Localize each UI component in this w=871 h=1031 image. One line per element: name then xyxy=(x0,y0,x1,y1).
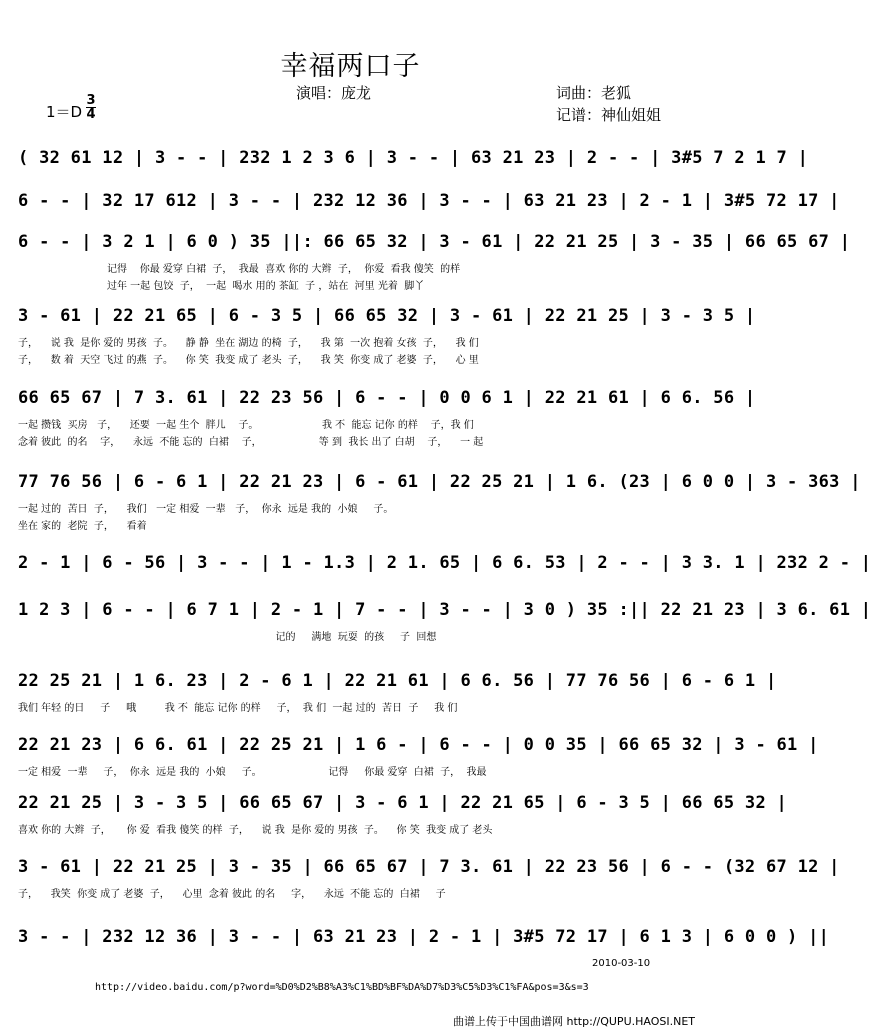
date-stamp: 2010-03-10 xyxy=(592,958,651,969)
lyric-line: 过年 一起 包饺 子， 一起 喝水 用的 茶缸 子 ，站在 河里 光着 脚丫 xyxy=(18,281,425,292)
lyric-line: 记的 满地 玩耍 的孩 子 回想 xyxy=(18,632,437,643)
composer-credit: 词曲：老狐 xyxy=(556,84,632,102)
lyric-line: 念着 彼此 的名 字， 永远 不能 忘的 白裙 子， 等 到 我长 出了 白胡 子， 一 起 xyxy=(18,437,484,448)
watermark: 曲谱上传于中国曲谱网 http://QUPU.HAOSI.NET xyxy=(453,1015,695,1028)
lyric-line: 记得 你最 爱穿 白裙 子， 我最 喜欢 你的 大辫 子， 你爱 看我 傻笑 的样 xyxy=(18,264,461,275)
key-signature: 1＝D xyxy=(46,103,83,121)
notation-line: 22 21 25 | 3 - 3 5 | 66 65 67 | 3 - 6 1 | 22 21 65 | 6 - 3 5 | 66 65 32 | xyxy=(18,793,788,813)
lyric-line: 我们 年轻 的日 子 哦 我 不 能忘 记你 的样 子， 我 们 一起 过的 苦日 子 我 们 xyxy=(18,703,458,714)
notation-line: 3 - - | 232 12 36 | 3 - - | 63 21 23 | 2 - 1 | 3#5 72 17 | 6 1 3 | 6 0 0 ) || xyxy=(18,927,830,947)
notation-line: 22 25 21 | 1 6. 23 | 2 - 6 1 | 22 21 61 | 6 6. 56 | 77 76 56 | 6 - 6 1 | xyxy=(18,671,777,691)
transcriber-credit: 记谱：神仙姐姐 xyxy=(556,106,662,124)
notation-line: ( 32 61 12 | 3 - - | 232 1 2 3 6 | 3 - - | 63 21 23 | 2 - - | 3#5 7 2 1 7 | xyxy=(18,148,809,168)
lyric-line: 坐在 家的 老院 子， 看着 xyxy=(18,521,147,532)
singer-credit: 演唱：庞龙 xyxy=(296,84,372,102)
notation-line: 66 65 67 | 7 3. 61 | 22 23 56 | 6 - - | 0 0 6 1 | 22 21 61 | 6 6. 56 | xyxy=(18,388,756,408)
lyric-line: 一起 攒钱 买房 子， 还要 一起 生个 胖儿 子。 我 不 能忘 记你 的样 子，我 们 xyxy=(18,420,474,431)
notation-line: 77 76 56 | 6 - 6 1 | 22 21 23 | 6 - 61 | 22 25 21 | 1 6. (23 | 6 0 0 | 3 - 363 | xyxy=(18,472,861,492)
song-title: 幸福两口子 xyxy=(280,51,421,82)
time-signature-top: 3 xyxy=(86,93,96,108)
lyric-line: 一起 过的 苦日 子， 我们 一定 相爱 一辈 子， 你永 远是 我的 小娘 子。 xyxy=(18,504,394,515)
notation-line: 22 21 23 | 6 6. 61 | 22 25 21 | 1 6 - | 6 - - | 0 0 35 | 66 65 32 | 3 - 61 | xyxy=(18,735,819,755)
lyric-line: 子， 说 我 是你 爱的 男孩 子。 静 静 坐在 湖边 的椅 子， 我 第 一次 抱着 女孩 子， 我 们 xyxy=(18,338,479,349)
notation-line: 3 - 61 | 22 21 65 | 6 - 3 5 | 66 65 32 | 3 - 61 | 22 21 25 | 3 - 3 5 | xyxy=(18,306,756,326)
lyric-line: 喜欢 你的 大辫 子， 你 爱 看我 傻笑 的样 子， 说 我 是你 爱的 男孩 子。 你 笑 我变 成了 老头 xyxy=(18,825,493,836)
time-signature xyxy=(86,94,96,121)
source-url[interactable]: http://video.baidu.com/p?word=%D0%D2%B8%A3%C1%BD%BF%DA%D7%D3%C5%D3%C1%FA&pos=3&s=3 xyxy=(95,982,589,993)
notation-line: 1 2 3 | 6 - - | 6 7 1 | 2 - 1 | 7 - - | 3 - - | 3 0 ) 35 :|| 22 21 23 | 3 6. 61 | xyxy=(18,600,871,620)
lyric-line: 子， 数 着 天空 飞过 的燕 子。 你 笑 我变 成了 老头 子， 我 笑 你变 成了 老婆 子， 心 里 xyxy=(18,355,479,366)
notation-line: 6 - - | 32 17 612 | 3 - - | 232 12 36 | 3 - - | 63 21 23 | 2 - 1 | 3#5 72 17 | xyxy=(18,191,840,211)
time-signature-bottom: 4 xyxy=(86,107,96,122)
notation-line: 2 - 1 | 6 - 56 | 3 - - | 1 - 1.3 | 2 1. 65 | 6 6. 53 | 2 - - | 3 3. 1 | 232 2 - | xyxy=(18,553,871,573)
lyric-line: 一定 相爱 一辈 子， 你永 远是 我的 小娘 子。 记得 你最 爱穿 白裙 子， 我最 xyxy=(18,767,487,778)
lyric-line: 子， 我笑 你变 成了 老婆 子， 心里 念着 彼此 的名 字， 永远 不能 忘的 白裙 子 xyxy=(18,889,446,900)
notation-line: 3 - 61 | 22 21 25 | 3 - 35 | 66 65 67 | 7 3. 61 | 22 23 56 | 6 - - (32 67 12 | xyxy=(18,857,840,877)
notation-line: 6 - - | 3 2 1 | 6 0 ) 35 ||: 66 65 32 | 3 - 61 | 22 21 25 | 3 - 35 | 66 65 67 | xyxy=(18,232,851,252)
